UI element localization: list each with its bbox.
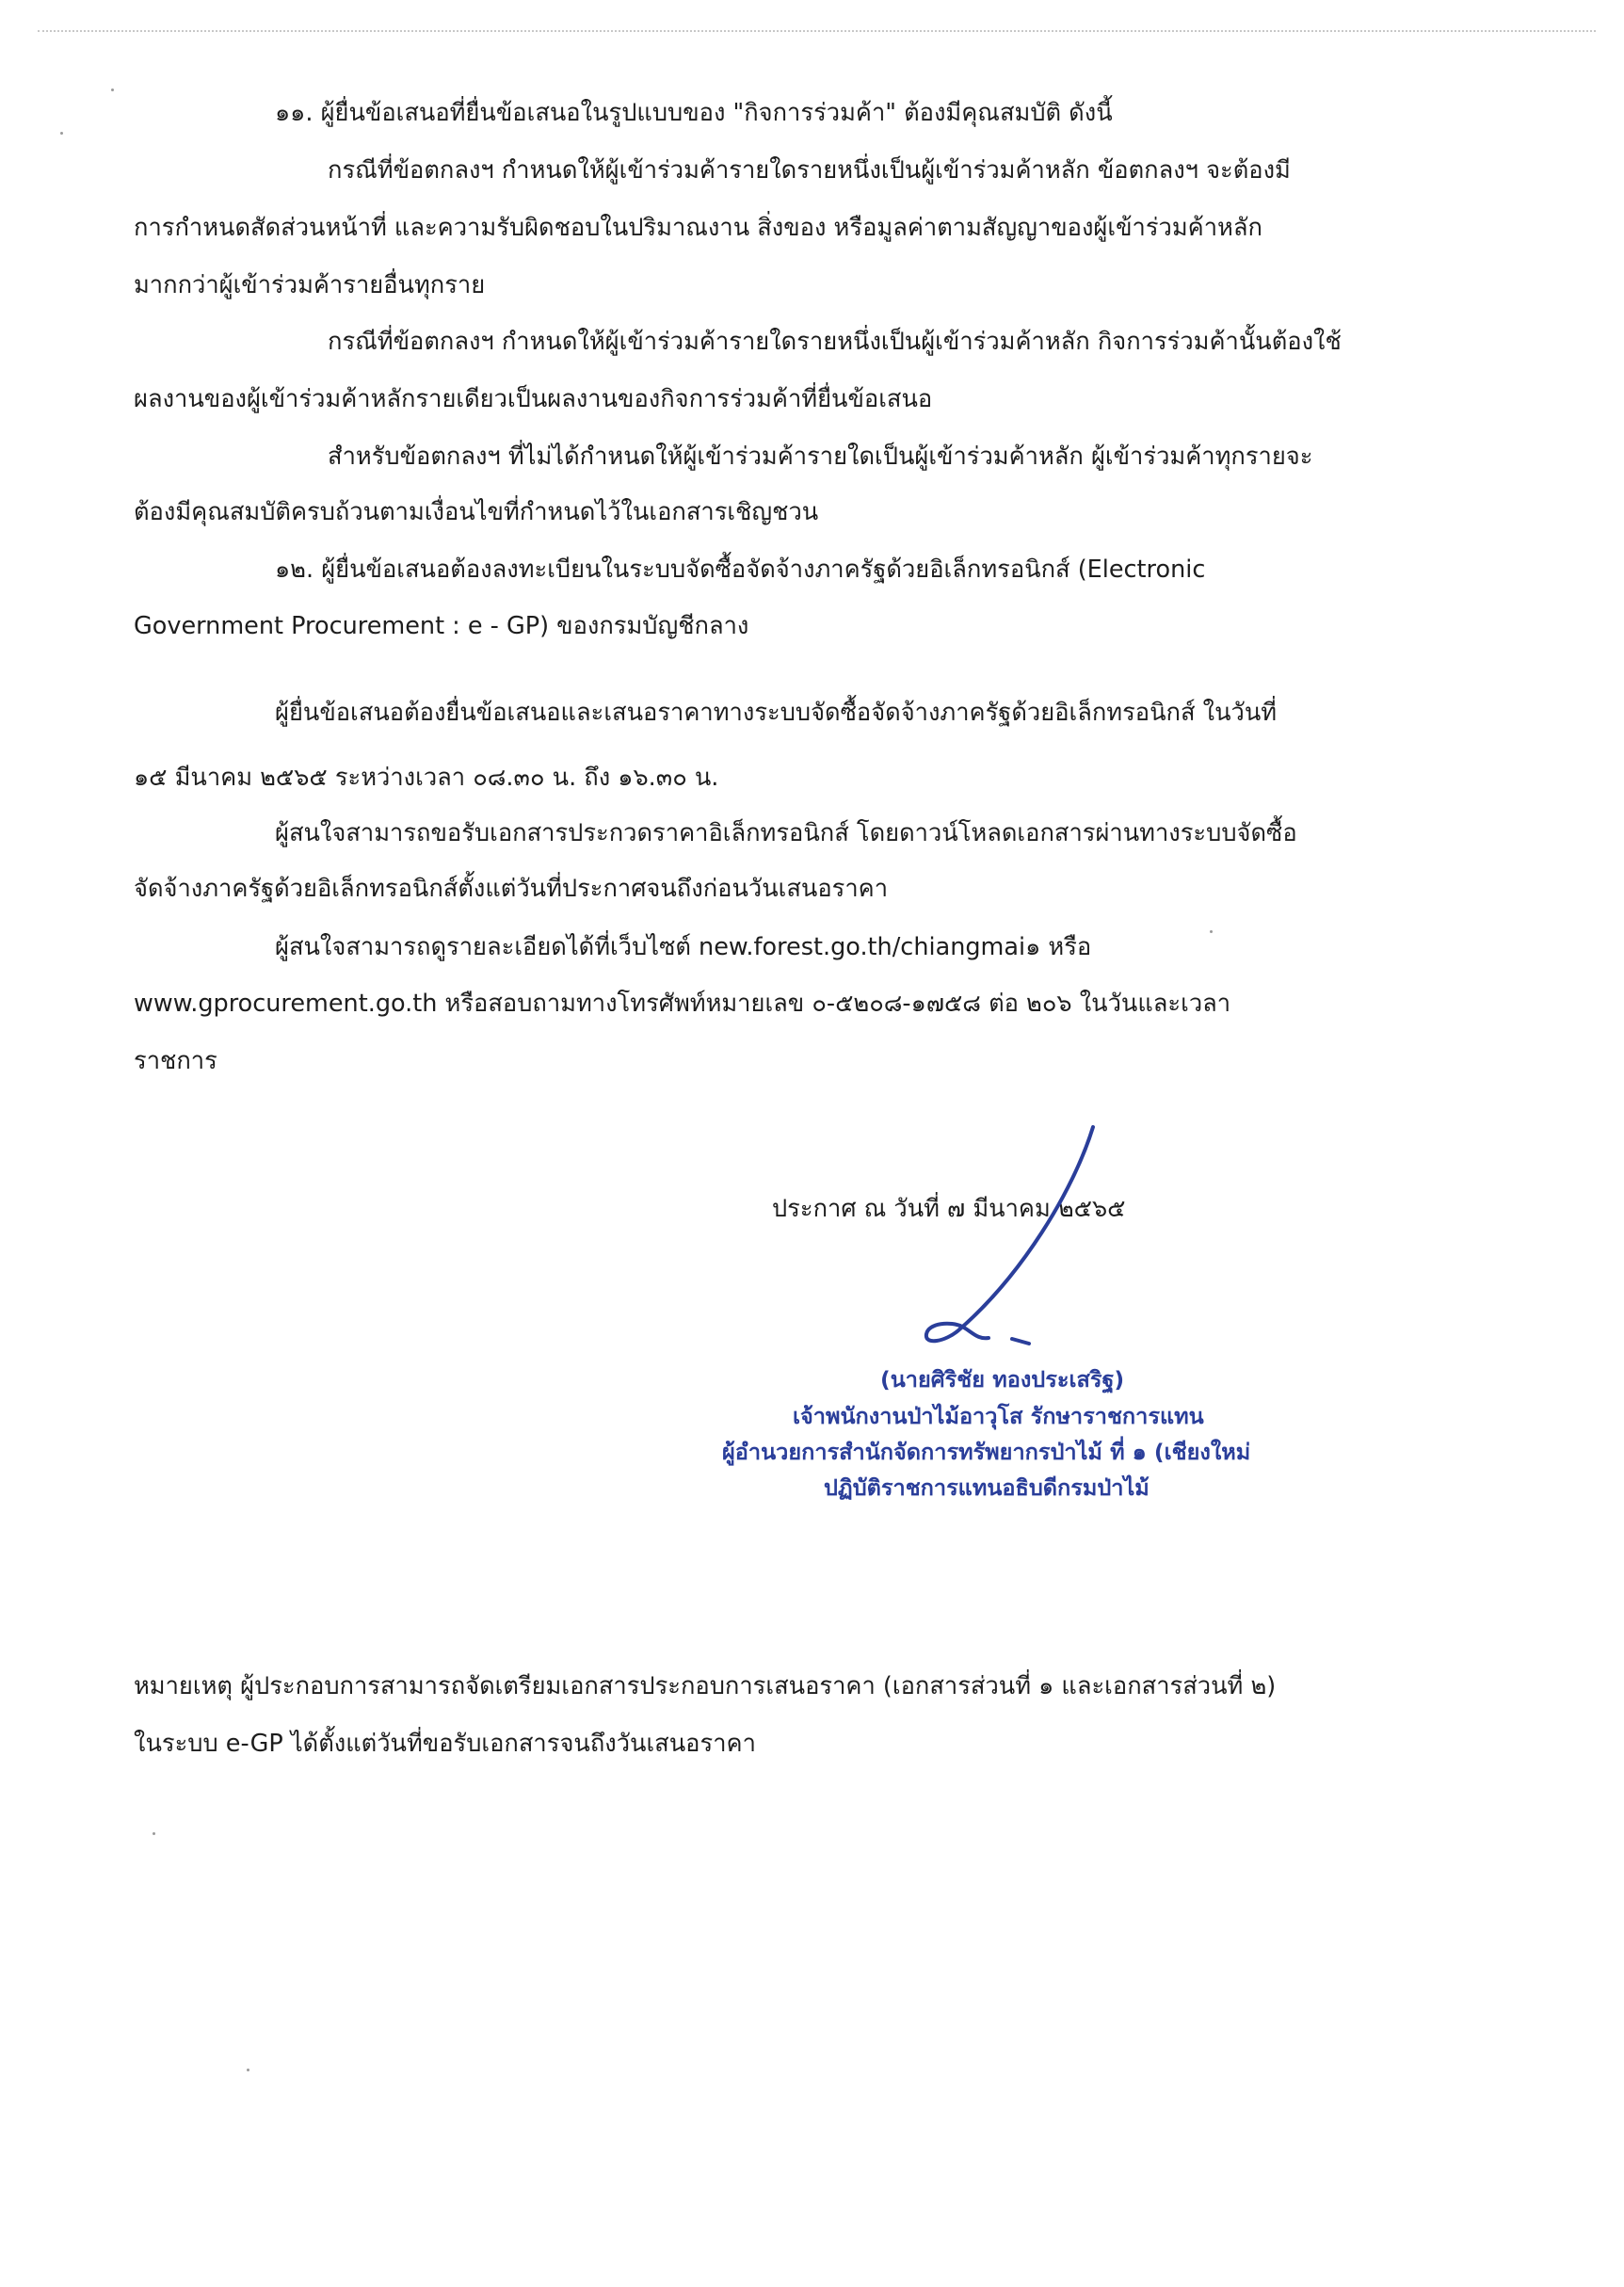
announce-date: ประกาศ ณ วันที่ ๗ มีนาคม ๒๕๖๕ [772, 1195, 1126, 1223]
scan-speck [111, 89, 114, 91]
scan-edge-line [38, 30, 1596, 32]
paragraph-line: ผลงานของผู้เข้าร่วมค้าหลักรายเดียวเป็นผลงานของกิจการร่วมค้าที่ยื่นข้อเสนอ [134, 385, 933, 413]
scan-speck [153, 1832, 155, 1835]
paragraph-line: จัดจ้างภาครัฐด้วยอิเล็กทรอนิกส์ตั้งแต่วันที่ประกาศจนถึงก่อนวันเสนอราคา [134, 875, 889, 903]
paragraph-line: ผู้สนใจสามารถขอรับเอกสารประกวดราคาอิเล็กทรอนิกส์ โดยดาวน์โหลดเอกสารผ่านทางระบบจัดซื้อ [275, 819, 1297, 847]
handwritten-signature [904, 1125, 1149, 1379]
paragraph-line: ผู้ยื่นข้อเสนอต้องยื่นข้อเสนอและเสนอราคาทางระบบจัดซื้อจัดจ้างภาครัฐด้วยอิเล็กทรอนิกส์ ในวันที่ [275, 699, 1278, 727]
paragraph-line: กรณีที่ข้อตกลงฯ กำหนดให้ผู้เข้าร่วมค้ารายใดรายหนึ่งเป็นผู้เข้าร่วมค้าหลัก กิจการร่วมค้านั้นต้องใช้ [328, 328, 1342, 356]
paragraph-line: Government Procurement : e - GP) ของกรมบัญชีกลาง [134, 612, 749, 640]
paragraph-line: การกำหนดสัดส่วนหน้าที่ และความรับผิดชอบในปริมาณงาน สิ่งของ หรือมูลค่าตามสัญญาของผู้เข้าร่วมค้าหลัก [134, 214, 1262, 242]
scan-speck [247, 2069, 249, 2071]
clause-11-heading: ๑๑. ผู้ยื่นข้อเสนอที่ยื่นข้อเสนอในรูปแบบของ "กิจการร่วมค้า" ต้องมีคุณสมบัติ ดังนี้ [275, 99, 1113, 127]
submission-date-line: ๑๕ มีนาคม ๒๕๖๕ ระหว่างเวลา ๐๘.๓๐ น. ถึง ๑๖.๓๐ น. [134, 764, 719, 792]
signer-position-3: ปฏิบัติราชการแทนอธิบดีกรมป่าไม้ [824, 1474, 1150, 1501]
signer-position-1: เจ้าพนักงานป่าไม้อาวุโส รักษาราชการแทน [793, 1403, 1204, 1429]
signer-name: (นายศิริชัย ทองประเสริฐ) [880, 1366, 1125, 1393]
remark-line: หมายเหตุ ผู้ประกอบการสามารถจัดเตรียมเอกสารประกอบการเสนอราคา (เอกสารส่วนที่ ๑ และเอกสารส่วนที่ ๒) [134, 1672, 1277, 1700]
website-line: ผู้สนใจสามารถดูรายละเอียดได้ที่เว็บไซต์ new.forest.go.th/chiangmai๑ หรือ [275, 933, 1092, 961]
paragraph-line: ต้องมีคุณสมบัติครบถ้วนตามเงื่อนไขที่กำหนดไว้ในเอกสารเชิญชวน [134, 498, 819, 526]
paragraph-line: สำหรับข้อตกลงฯ ที่ไม่ได้กำหนดให้ผู้เข้าร่วมค้ารายใดเป็นผู้เข้าร่วมค้าหลัก ผู้เข้าร่วมค้าทุกรายจะ [328, 443, 1313, 471]
paragraph-line: ราชการ [134, 1047, 217, 1075]
signer-position-2: ผู้อำนวยการสำนักจัดการทรัพยากรป่าไม้ ที่ ๑ (เชียงใหม่ [722, 1439, 1251, 1465]
paragraph-line: กรณีที่ข้อตกลงฯ กำหนดให้ผู้เข้าร่วมค้ารายใดรายหนึ่งเป็นผู้เข้าร่วมค้าหลัก ข้อตกลงฯ จะต้องมี [328, 156, 1291, 185]
clause-12-heading: ๑๒. ผู้ยื่นข้อเสนอต้องลงทะเบียนในระบบจัดซื้อจัดจ้างภาครัฐด้วยอิเล็กทรอนิกส์ (Electronic [275, 556, 1206, 584]
contact-line: www.gprocurement.go.th หรือสอบถามทางโทรศัพท์หมายเลข ๐-๕๒๐๘-๑๗๕๘ ต่อ ๒๐๖ ในวันและเวลา [134, 990, 1231, 1018]
paragraph-line: มากกว่าผู้เข้าร่วมค้ารายอื่นทุกราย [134, 271, 486, 299]
scan-speck [1210, 930, 1213, 933]
scan-speck [60, 132, 63, 135]
remark-line: ในระบบ e-GP ได้ตั้งแต่วันที่ขอรับเอกสารจนถึงวันเสนอราคา [134, 1730, 756, 1758]
